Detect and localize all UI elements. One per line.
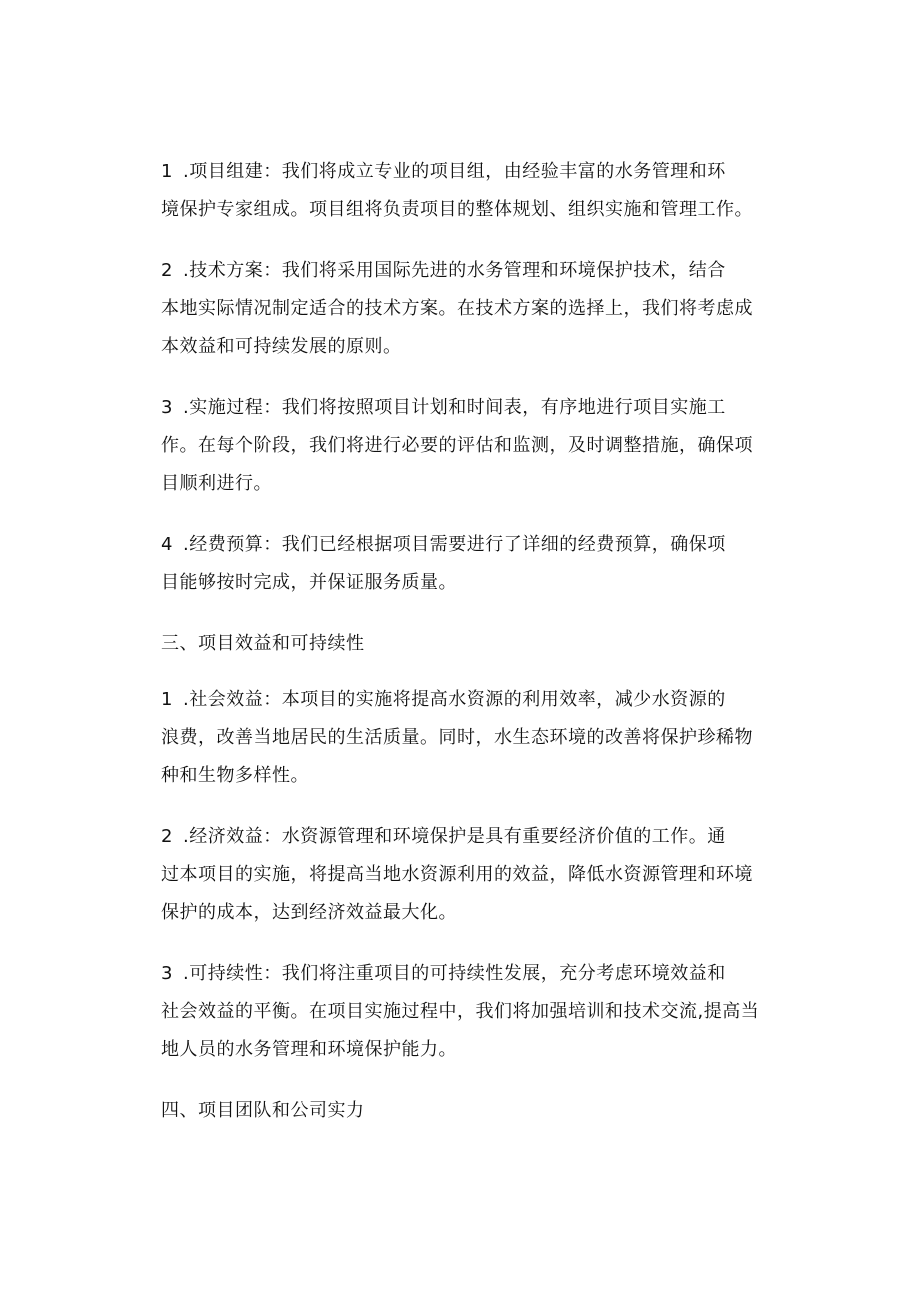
item-text-line: 过本项目的实施，将提高当地水资源利用的效益，降低水资源管理和环境 [161, 864, 753, 885]
item-text-line: 本地实际情况制定适合的技术方案。在技术方案的选择上，我们将考虑成 [161, 298, 753, 319]
item-number: 1 [161, 161, 173, 182]
list-item-economic-benefit [161, 818, 786, 932]
item-text-line: .经费预算：我们已经根据项目需要进行了详细的经费预算，确保项 [183, 534, 726, 555]
section-heading-benefits: 三、项目效益和可持续性 [161, 633, 365, 654]
item-text-line: .社会效益：本项目的实施将提高水资源的利用效率，减少水资源的 [183, 689, 726, 710]
item-text-line: 保护的成本，达到经济效益最大化。 [161, 902, 457, 923]
item-text-line: 浪费，改善当地居民的生活质量。同时，水生态环境的改善将保护珍稀物 [161, 727, 753, 748]
list-item-sustainability [161, 955, 786, 1069]
item-text-line: .项目组建：我们将成立专业的项目组，由经验丰富的水务管理和环 [183, 161, 726, 182]
item-text-line: .实施过程：我们将按照项目计划和时间表，有序地进行项目实施工 [183, 397, 726, 418]
item-number: 3 [161, 397, 173, 418]
item-text-line: .技术方案：我们将采用国际先进的水务管理和环境保护技术，结合 [183, 260, 726, 281]
item-text-line: 作。在每个阶段，我们将进行必要的评估和监测，及时调整措施，确保项 [161, 435, 753, 456]
item-text-line: .经济效益：水资源管理和环境保护是具有重要经济价值的工作。通 [183, 826, 726, 847]
item-text-line: 社会效益的平衡。在项目实施过程中，我们将加强培训和技术交流,提高当 [161, 1001, 760, 1022]
item-text-line: 地人员的水务管理和环境保护能力。 [161, 1039, 457, 1060]
section-heading-team: 四、项目团队和公司实力 [161, 1100, 365, 1121]
item-text-line: 目能够按时完成，并保证服务质量。 [161, 572, 457, 593]
item-text-line: 境保护专家组成。项目组将负责项目的整体规划、组织实施和管理工作。 [161, 199, 753, 220]
item-text-line: .可持续性：我们将注重项目的可持续性发展，充分考虑环境效益和 [183, 963, 726, 984]
list-item-budget [161, 526, 786, 602]
item-number: 3 [161, 963, 173, 984]
list-item-implementation [161, 389, 786, 503]
list-item-social-benefit [161, 681, 786, 795]
item-text-line: 目顺利进行。 [161, 473, 272, 494]
list-item-technical-plan [161, 252, 786, 366]
item-number: 2 [161, 260, 173, 281]
item-text-line: 种和生物多样性。 [161, 765, 309, 786]
item-number: 4 [161, 534, 173, 555]
item-number: 2 [161, 826, 173, 847]
list-item-project-setup [161, 153, 786, 229]
item-text-line: 本效益和可持续发展的原则。 [161, 336, 402, 357]
item-number: 1 [161, 689, 173, 710]
